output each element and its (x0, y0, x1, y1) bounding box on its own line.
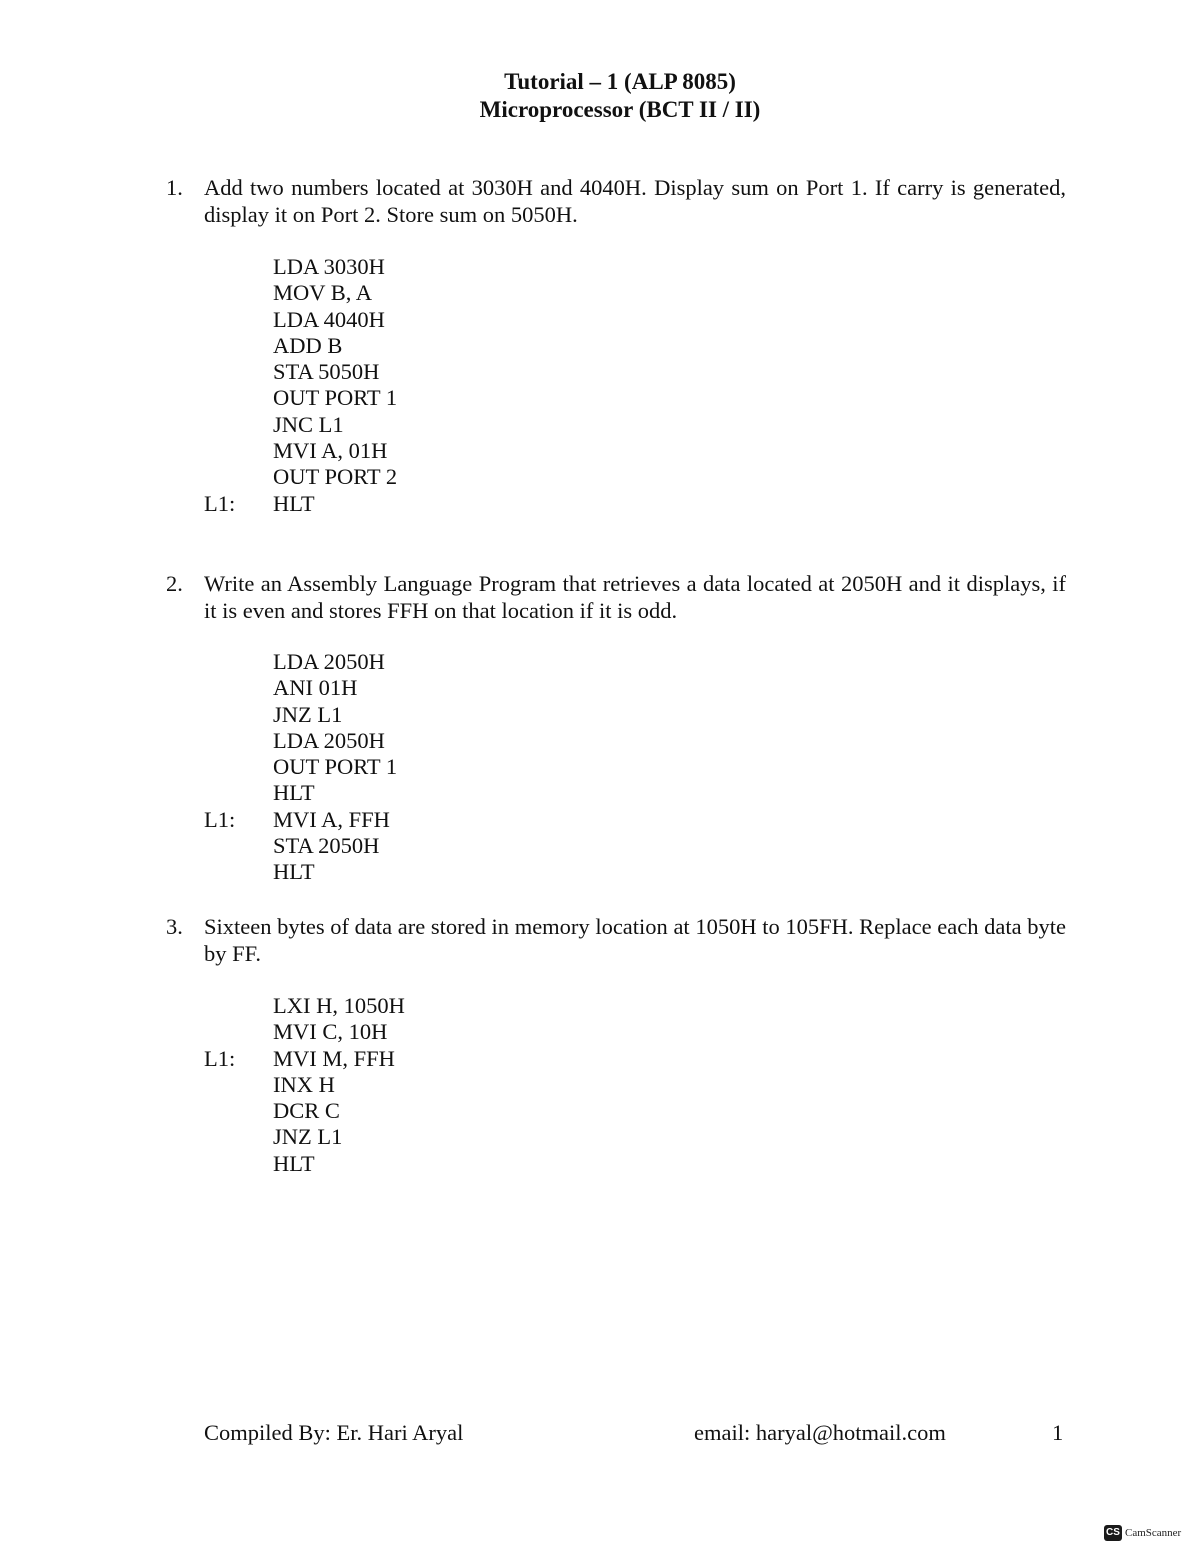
question-number: 2. (166, 571, 183, 596)
camscanner-logo-icon: CS (1104, 1525, 1122, 1541)
question-number: 1. (166, 175, 183, 200)
code-instruction: STA 5050H (273, 359, 380, 385)
document-title (0, 68, 1200, 124)
footer-email: email: haryal@hotmail.com (694, 1420, 946, 1445)
code-instruction: INX H (273, 1071, 335, 1097)
question-text: Add two numbers located at 3030H and 4040H. Display sum on Port 1. If carry is generated, display it on Port 2. Store sum on 5050H. (204, 175, 1066, 227)
code-instruction: OUT PORT 2 (273, 464, 398, 490)
code-instruction: HLT (273, 490, 315, 516)
code-instruction: HLT (273, 780, 315, 806)
code-instruction: MVI C, 10H (273, 1019, 388, 1045)
question-1 (166, 174, 1066, 228)
question-number: 3. (166, 914, 183, 939)
code-instruction: JNZ L1 (273, 701, 343, 727)
code-instruction: STA 2050H (273, 833, 380, 859)
code-instruction: OUT PORT 1 (273, 385, 398, 411)
question-text: Write an Assembly Language Program that retrieves a data located at 2050H and it displays, if it is even and stores FFH on that location if it is odd. (204, 571, 1066, 623)
code-instruction: MVI M, FFH (273, 1045, 395, 1071)
code-instruction: ADD B (273, 332, 343, 358)
code-instruction: ANI 01H (273, 675, 358, 701)
code-instruction: LDA 3030H (273, 254, 385, 279)
footer-page-number: 1 (1052, 1420, 1064, 1445)
code-instruction: LDA 2050H (273, 649, 385, 674)
camscanner-label: CamScanner (1125, 1527, 1182, 1539)
code-instruction: LXI H, 1050H (273, 993, 405, 1018)
footer-compiled-by: Compiled By: Er. Hari Aryal (204, 1420, 464, 1445)
code-instruction: MVI A, 01H (273, 438, 388, 464)
code-label: L1: (204, 1045, 236, 1071)
code-instruction: DCR C (273, 1098, 340, 1124)
title-line-1: Tutorial – 1 (ALP 8085) (504, 69, 736, 94)
question-3 (166, 913, 1066, 967)
code-instruction: JNZ L1 (273, 1124, 343, 1150)
question-2 (166, 570, 1066, 624)
question-text: Sixteen bytes of data are stored in memory location at 1050H to 105FH. Replace each data byte by FF. (204, 914, 1066, 966)
code-instruction: LDA 2050H (273, 727, 385, 753)
code-instruction: MVI A, FFH (273, 806, 390, 832)
code-instruction: MOV B, A (273, 280, 372, 306)
code-instruction: JNC L1 (273, 411, 344, 437)
code-label: L1: (204, 490, 236, 516)
code-instruction: OUT PORT 1 (273, 754, 398, 780)
code-label: L1: (204, 806, 236, 832)
camscanner-watermark (1104, 1525, 1181, 1541)
code-instruction: LDA 4040H (273, 306, 385, 332)
code-instruction: HLT (273, 1150, 315, 1176)
title-line-2: Microprocessor (BCT II / II) (479, 97, 761, 122)
code-instruction: HLT (273, 859, 315, 885)
